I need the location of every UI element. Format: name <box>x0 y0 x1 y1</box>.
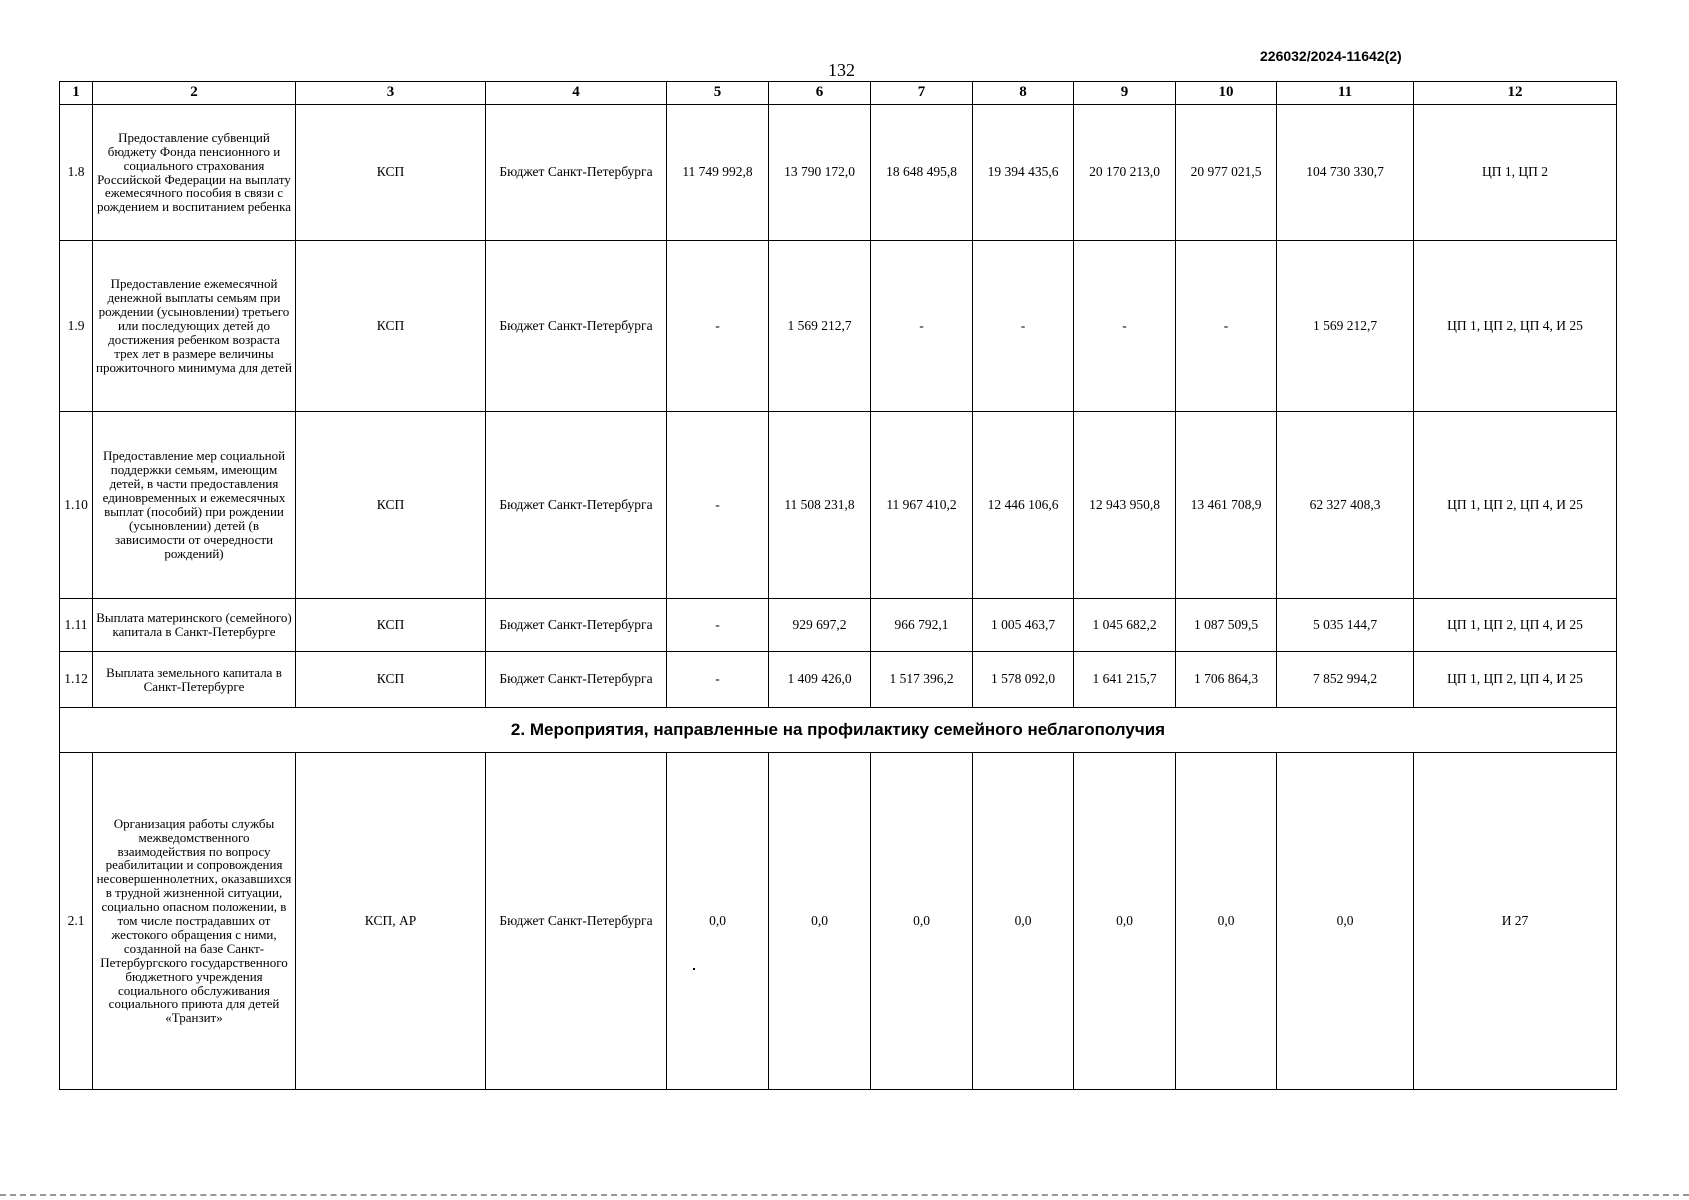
value-col-7: 966 792,1 <box>871 599 973 652</box>
executor: КСП <box>296 105 486 241</box>
value-col-5: - <box>667 241 769 412</box>
activity-name: Выплата материнского (семейного) капитала в Санкт-Петербурге <box>93 599 296 652</box>
row-number: 1.9 <box>60 241 93 412</box>
value-col-10: 1 087 509,5 <box>1176 599 1277 652</box>
row-number: 1.10 <box>60 412 93 599</box>
activity-name: Предоставление ежемесячной денежной выплаты семьям при рождении (усыновлении) третьего или последующих детей до достижения ребенком возраста трех лет в размере величины прожиточного минимума для детей <box>93 241 296 412</box>
executor: КСП <box>296 599 486 652</box>
table-row <box>60 652 1617 708</box>
value-col-10: 20 977 021,5 <box>1176 105 1277 241</box>
value-col-9: 1 641 215,7 <box>1074 652 1176 708</box>
value-col-8: 12 446 106,6 <box>973 412 1074 599</box>
row-number: 1.8 <box>60 105 93 241</box>
value-total: 104 730 330,7 <box>1277 105 1414 241</box>
column-header: 11 <box>1277 82 1414 105</box>
value-total: 5 035 144,7 <box>1277 599 1414 652</box>
executor: КСП <box>296 241 486 412</box>
table-row <box>60 412 1617 599</box>
value-col-8: 19 394 435,6 <box>973 105 1074 241</box>
value-col-9: 12 943 950,8 <box>1074 412 1176 599</box>
column-header: 7 <box>871 82 973 105</box>
scan-artifact-line <box>0 1194 1689 1196</box>
activity-name: Выплата земельного капитала в Санкт-Петербурге <box>93 652 296 708</box>
executor: КСП <box>296 652 486 708</box>
value-total: 0,0 <box>1277 753 1414 1090</box>
column-number-header-row <box>60 82 1617 105</box>
value-col-9: - <box>1074 241 1176 412</box>
column-header: 8 <box>973 82 1074 105</box>
activity-name: Организация работы службы межведомственного взаимодействия по вопросу реабилитации и сопровождения несовершеннолетних, оказавшихся в трудной жизненной ситуации, социально опасном положении, в том числе пострадавших от жестокого обращения с ними, созданной на базе Санкт-Петербургского государственного бюджетного учреждения социального обслуживания социального приюта для детей «Транзит» <box>93 753 296 1090</box>
funding-source: Бюджет Санкт-Петербурга <box>486 412 667 599</box>
value-total: 7 852 994,2 <box>1277 652 1414 708</box>
value-total: 1 569 212,7 <box>1277 241 1414 412</box>
value-col-10: 0,0 <box>1176 753 1277 1090</box>
value-col-9: 20 170 213,0 <box>1074 105 1176 241</box>
indicators: ЦП 1, ЦП 2, ЦП 4, И 25 <box>1414 652 1617 708</box>
column-header: 9 <box>1074 82 1176 105</box>
value-col-8: 1 005 463,7 <box>973 599 1074 652</box>
value-col-8: 1 578 092,0 <box>973 652 1074 708</box>
funding-source: Бюджет Санкт-Петербурга <box>486 599 667 652</box>
column-header: 12 <box>1414 82 1617 105</box>
row-number: 1.11 <box>60 599 93 652</box>
column-header: 5 <box>667 82 769 105</box>
column-header: 6 <box>769 82 871 105</box>
column-header: 10 <box>1176 82 1277 105</box>
funding-source: Бюджет Санкт-Петербурга <box>486 753 667 1090</box>
value-col-7: - <box>871 241 973 412</box>
value-total: 62 327 408,3 <box>1277 412 1414 599</box>
value-col-9: 0,0 <box>1074 753 1176 1090</box>
value-col-6: 11 508 231,8 <box>769 412 871 599</box>
value-col-7: 0,0 <box>871 753 973 1090</box>
indicators: ЦП 1, ЦП 2, ЦП 4, И 25 <box>1414 412 1617 599</box>
column-header: 4 <box>486 82 667 105</box>
column-header: 2 <box>93 82 296 105</box>
value-col-7: 1 517 396,2 <box>871 652 973 708</box>
row-number: 2.1 <box>60 753 93 1090</box>
value-col-7: 11 967 410,2 <box>871 412 973 599</box>
activity-name: Предоставление мер социальной поддержки семьям, имеющим детей, в части предоставления единовременных и ежемесячных выплат (пособий) при рождении (усыновлении) детей (в зависимости от очередности рождений) <box>93 412 296 599</box>
executor: КСП <box>296 412 486 599</box>
page-number: 132 <box>828 60 855 80</box>
table-row <box>60 753 1617 1090</box>
value-col-6: 929 697,2 <box>769 599 871 652</box>
value-col-5: 0,0 <box>667 753 769 1090</box>
table-row <box>60 241 1617 412</box>
value-col-10: 13 461 708,9 <box>1176 412 1277 599</box>
table-body <box>60 82 1617 1090</box>
value-col-5: - <box>667 412 769 599</box>
executor: КСП, АР <box>296 753 486 1090</box>
indicators: ЦП 1, ЦП 2, ЦП 4, И 25 <box>1414 599 1617 652</box>
indicators: ЦП 1, ЦП 2, ЦП 4, И 25 <box>1414 241 1617 412</box>
value-col-10: - <box>1176 241 1277 412</box>
activity-name: Предоставление субвенций бюджету Фонда пенсионного и социального страхования Российской Федерации на выплату ежемесячного пособия в связи с рождением и воспитанием ребенка <box>93 105 296 241</box>
column-header: 3 <box>296 82 486 105</box>
value-col-5: - <box>667 599 769 652</box>
value-col-8: - <box>973 241 1074 412</box>
value-col-7: 18 648 495,8 <box>871 105 973 241</box>
table-row <box>60 599 1617 652</box>
value-col-6: 1 569 212,7 <box>769 241 871 412</box>
value-col-5: 11 749 992,8 <box>667 105 769 241</box>
program-activities-table <box>59 81 1617 1090</box>
document-registration-number: 226032/2024-11642(2) <box>1260 48 1402 64</box>
value-col-6: 13 790 172,0 <box>769 105 871 241</box>
row-number: 1.12 <box>60 652 93 708</box>
value-col-9: 1 045 682,2 <box>1074 599 1176 652</box>
section-header-row <box>60 708 1617 753</box>
indicators: ЦП 1, ЦП 2 <box>1414 105 1617 241</box>
value-col-6: 1 409 426,0 <box>769 652 871 708</box>
table-row <box>60 105 1617 241</box>
column-header: 1 <box>60 82 93 105</box>
value-col-5: - <box>667 652 769 708</box>
scan-speck <box>693 968 695 970</box>
funding-source: Бюджет Санкт-Петербурга <box>486 241 667 412</box>
indicators: И 27 <box>1414 753 1617 1090</box>
funding-source: Бюджет Санкт-Петербурга <box>486 652 667 708</box>
value-col-10: 1 706 864,3 <box>1176 652 1277 708</box>
value-col-6: 0,0 <box>769 753 871 1090</box>
value-col-8: 0,0 <box>973 753 1074 1090</box>
section-title: 2. Мероприятия, направленные на профилактику семейного неблагополучия <box>60 708 1617 753</box>
funding-source: Бюджет Санкт-Петербурга <box>486 105 667 241</box>
